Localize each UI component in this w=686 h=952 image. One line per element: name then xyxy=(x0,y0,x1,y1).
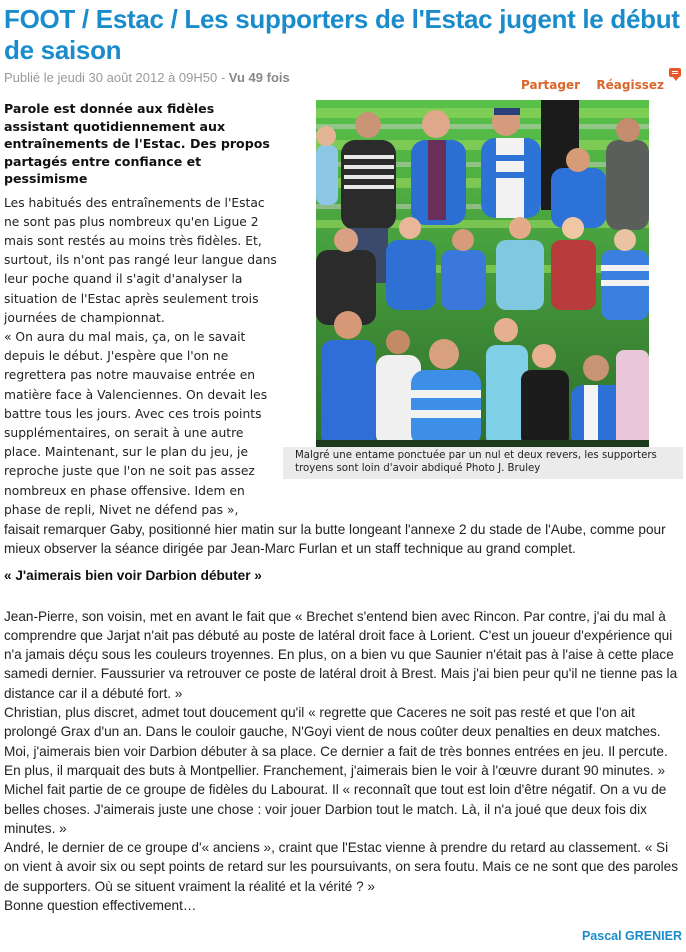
paragraph: faisait remarquer Gaby, positionné hier matin sur la butte longeant l'annexe 2 du stade de l'Aube, comme pour mieux observer la séance dirigée par Jean-Marc Furlan et un staff technique au grand complet. xyxy=(4,521,666,557)
photo-caption: Malgré une entame ponctuée par un nul et deux revers, les supporters troyens sont loin d'avoir abdiqué Photo J. Bruley xyxy=(283,447,683,479)
paragraph: Bonne question effectivement… xyxy=(4,898,197,913)
publish-date: Publié le jeudi 30 août 2012 à 09H50 xyxy=(4,70,218,85)
photo-illustration xyxy=(316,100,649,447)
article-title: FOOT / Estac / Les supporters de l'Estac jugent le début de saison xyxy=(4,4,680,65)
comment-bubble-icon[interactable] xyxy=(669,68,681,77)
paragraph: Les habitués des entraînements de l'Estac ne sont pas plus nombreux qu'en Ligue 2 mais sont restés au moins très fidèles. Et, surtout, ils n'ont pas rangé leur langue dans leur poche quand il s'agit d'analyser la situation de l'Estac après seulement trois journées de championnat. xyxy=(4,195,277,325)
article-meta-row xyxy=(4,68,683,98)
meta-separator: - xyxy=(217,70,229,85)
view-count: Vu 49 fois xyxy=(228,70,290,85)
article-column-text xyxy=(4,194,280,520)
paragraph: Michel fait partie de ce groupe de fidèles du Labourat. Il « reconnaît que tout est loin d'être négatif. On a vu de belles choses. J'aimerais juste une chose : voir jouer Darbion tout le match. Là, il n'a joué que deux fois dix minutes. » xyxy=(4,782,667,836)
article-subheading: « J'aimerais bien voir Darbion débuter » xyxy=(4,567,262,583)
article-left-column xyxy=(4,100,280,520)
article-author[interactable]: Pascal GRENIER xyxy=(581,929,682,944)
article-author-row xyxy=(4,925,683,944)
article-actions xyxy=(503,68,683,94)
react-link[interactable]: Réagissez xyxy=(596,78,664,92)
article-body xyxy=(4,607,682,916)
article-figure xyxy=(283,100,683,479)
paragraph: André, le dernier de ce groupe d'« anciens », craint que l'Estac vienne à prendre du retard au classement. « Si on vient à avoir six ou sept points de retard sur les poursuivants, on sera foutu. Mais ce ne sont que des paroles de supporters. Où se situent vraiment la réalité et la vérité ? » xyxy=(4,840,679,894)
paragraph: Jean-Pierre, son voisin, met en avant le fait que « Brechet s'entend bien avec Rincon. Par contre, j'ai du mal à comprendre que Jarjat n'ait pas débuté au poste de latéral droit face à Lorient. C'est un joueur d'expérience qui n'a jamais déçu sous les couleurs troyennes. En plus, on a bien vu que Saunier n'était pas à l'aise à cette place samedi dernier. Faussurier va retrouver ce poste de latéral droit à Brest. Mais j'ai bien peur qu'il ne tienne pas la distance car il a débuté fort. » xyxy=(4,608,678,701)
article-meta xyxy=(4,70,290,85)
article-lead: Parole est donnée aux fidèles assistant quotidiennement aux entraînements de l'Estac. Des propos partagés entre confiance et pessimisme xyxy=(4,101,270,186)
supporters-photo[interactable] xyxy=(316,100,649,447)
paragraph: « On aura du mal mais, ça, on le savait depuis le début. J'espère que l'on ne regrettera pas notre mauvaise entrée en matière face à Valenciennes. On devait les battre tous les jours. Avec ces trois points supplémentaires, on serait à une autre place. Maintenant, sur le plan du jeu, je reproche juste que l'on ne soit pas assez nombreux en phase offensive. Idem en phase de repli, Nivet ne défend pas », xyxy=(4,329,268,517)
article-top-section xyxy=(4,100,683,520)
article-tail-text xyxy=(4,520,682,559)
paragraph: Christian, plus discret, admet tout doucement qu'il « regrette que Caceres ne soit pas resté et que l'on ait prolongé Grax d'un an. Dans le couloir gauche, N'Goyi vient de nous coûter deux penalties en deux matches. Moi, j'aimerais bien voir Darbion débuter à sa place. Ce dernier a fait de très bonnes entrées en jeu. Il percute. En plus, il marquait des buts à Montpellier. Franchement, j'aimerais bien le voir à l'œuvre durant 90 minutes. » xyxy=(4,705,668,778)
share-link[interactable]: Partager xyxy=(521,78,580,92)
